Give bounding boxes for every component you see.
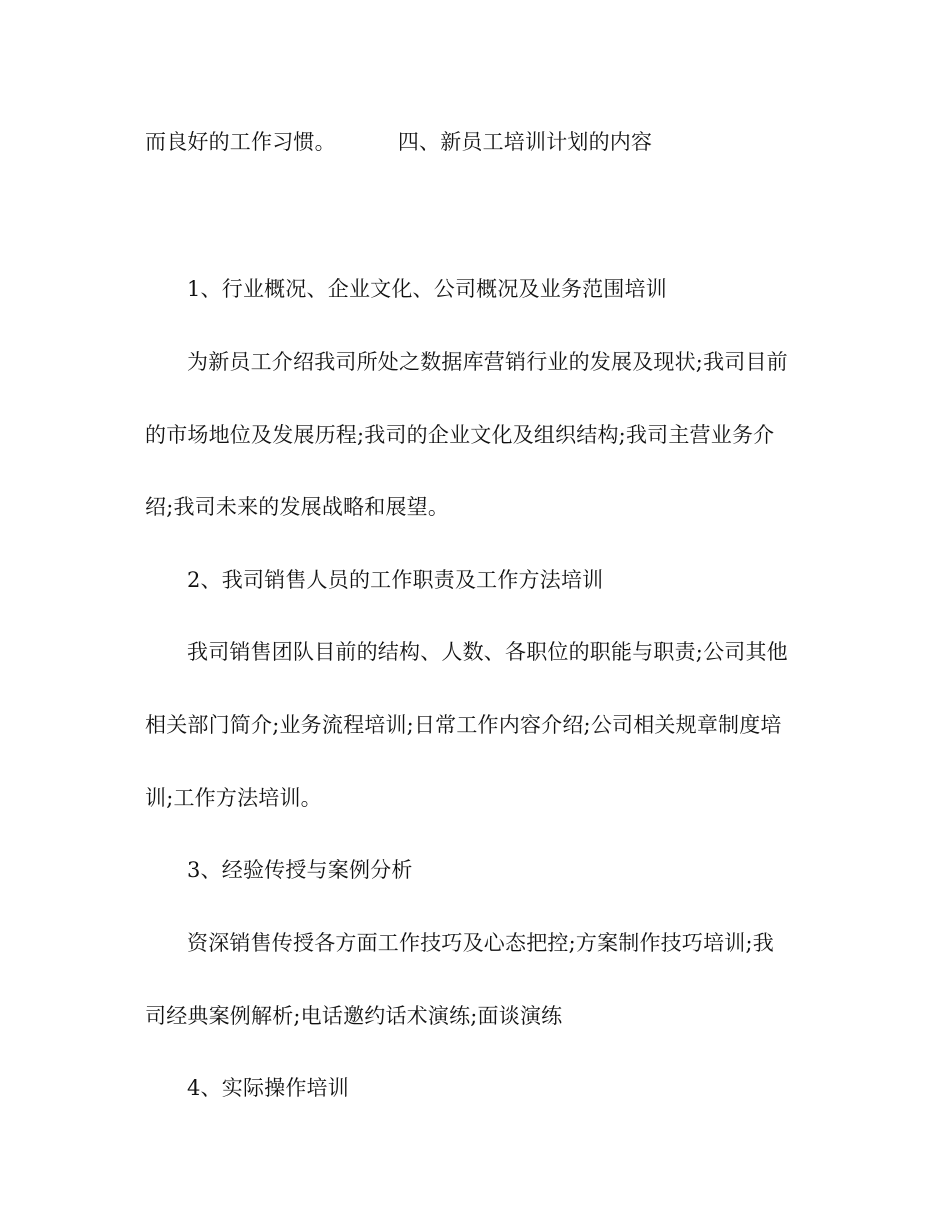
paragraph-3-line-2: 司经典案例解析;电话邀约话术演练;面谈演练: [145, 1004, 563, 1028]
subsection-heading-1: 1、行业概况、企业文化、公司概况及业务范围培训: [187, 277, 667, 301]
paragraph-1-line-2: 的市场地位及发展历程;我司的企业文化及组织结构;我司主营业务介: [145, 423, 775, 447]
paragraph-1-line-1: 为新员工介绍我司所处之数据库营销行业的发展及现状;我司目前: [187, 350, 788, 374]
paragraph-2-line-3: 训;工作方法培训。: [145, 786, 322, 810]
section-heading: 四、新员工培训计划的内容: [397, 130, 653, 154]
paragraph-2-line-1: 我司销售团队目前的结构、人数、各职位的职能与职责;公司其他: [187, 640, 788, 664]
paragraph-ending: 而良好的工作习惯。: [145, 130, 336, 154]
text-line: [145, 127, 815, 157]
subsection-heading-3: 3、经验传授与案例分析: [187, 858, 413, 882]
paragraph-2-line-2: 相关部门简介;业务流程培训;日常工作内容介绍;公司相关规章制度培: [145, 713, 782, 737]
subsection-heading-2: 2、我司销售人员的工作职责及工作方法培训: [187, 568, 604, 592]
subsection-heading-4: 4、实际操作培训: [187, 1076, 349, 1100]
paragraph-1-line-3: 绍;我司未来的发展战略和展望。: [145, 495, 450, 519]
paragraph-3-line-1: 资深销售传授各方面工作技巧及心态把控;方案制作技巧培训;我: [187, 931, 774, 955]
